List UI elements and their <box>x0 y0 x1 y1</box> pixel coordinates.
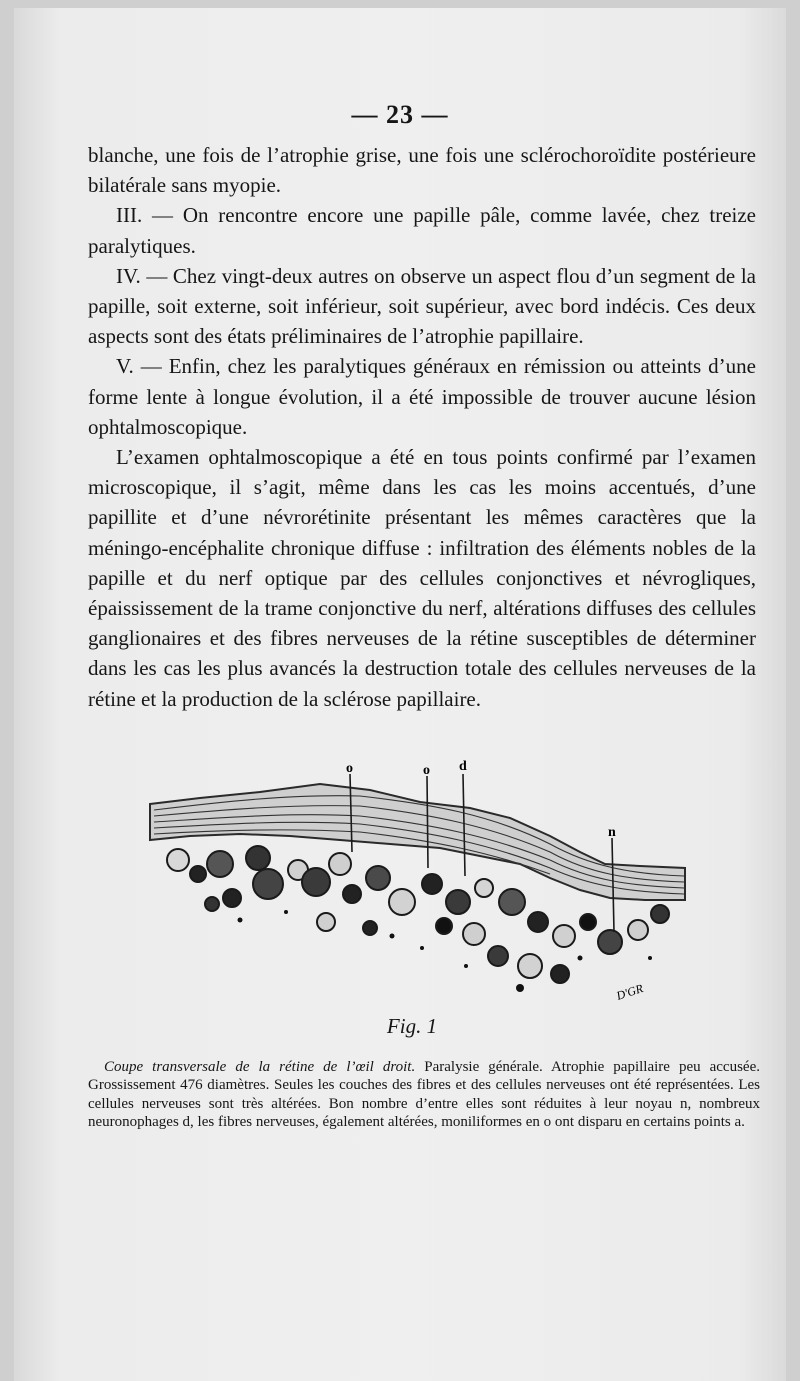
paragraph-v: V. — Enfin, chez les paralytiques généraux en rémission ou atteints d’une forme lente à longue évolution, il a été impossible de trouver aucune lésion ophtalmoscopique. <box>88 354 756 439</box>
label-n: n <box>608 825 616 840</box>
label-d: d <box>459 759 467 774</box>
paragraph-examen: L’examen ophtalmoscopique a été en tous points confirmé par l’examen microscopique, il s’agit, même dans les cas les moins accentués, d’une papillite et d’une névrorétinite présentant les mêmes caractères que la méningo-encéphalite chronique diffuse : infiltration des éléments nobles de la papille et du nerf optique par des cellules conjonctives et névrogliques, épaississement de la trame conjonctive du nerf, altérations diffuses des cellules ganglionaires et des fibres nerveuses de la rétine susceptibles de déterminer dans les cas les plus avancés la destruction totale des cellules nerveuses de la rétine et la production de la sclérose papillaire. <box>88 445 756 711</box>
retina-illustration <box>140 752 700 1012</box>
label-o-first: o <box>346 761 353 776</box>
figure-caption <box>88 1058 760 1132</box>
body-text <box>88 140 756 714</box>
paragraph-iv: IV. — Chez vingt-deux autres on observe un aspect flou d’un segment de la papille, soit externe, soit inférieur, soit supérieur, avec bord indécis. Ces deux aspects sont des états préliminaires de l’atrophie papillaire. <box>88 263 756 349</box>
artist-signature: D'GR <box>614 981 645 1003</box>
paragraph-iii: III. — On rencontre encore une papille pâle, comme lavée, chez treize paralytiques. <box>88 203 756 258</box>
paragraph-continuation: blanche, une fois de l’atrophie grise, une fois une sclérochoroïdite postérieure bilatérale sans myopie. <box>88 143 756 198</box>
page-number: — 23 — <box>351 100 449 129</box>
caption-lead: Coupe transversale de la rétine de l’œil droit. <box>104 1059 416 1075</box>
label-o-second: o <box>423 763 430 778</box>
figure-label: Fig. 1 <box>386 1014 438 1038</box>
caption-text: Paralysie générale. Atrophie papillaire peu accusée. Grossissement 476 diamètres. Seules les couches des fibres et des cellules nerveuses ont été représentées. Les cellules nerveuses sont très altérées. Bon nombre d’entre elles sont réduites à leur noyau n, nombreux neuronophages d, les fibres nerveuses, également altérées, moniliformes en o ont disparu en certains points a. <box>88 1059 760 1131</box>
retina-figure <box>140 752 700 1012</box>
